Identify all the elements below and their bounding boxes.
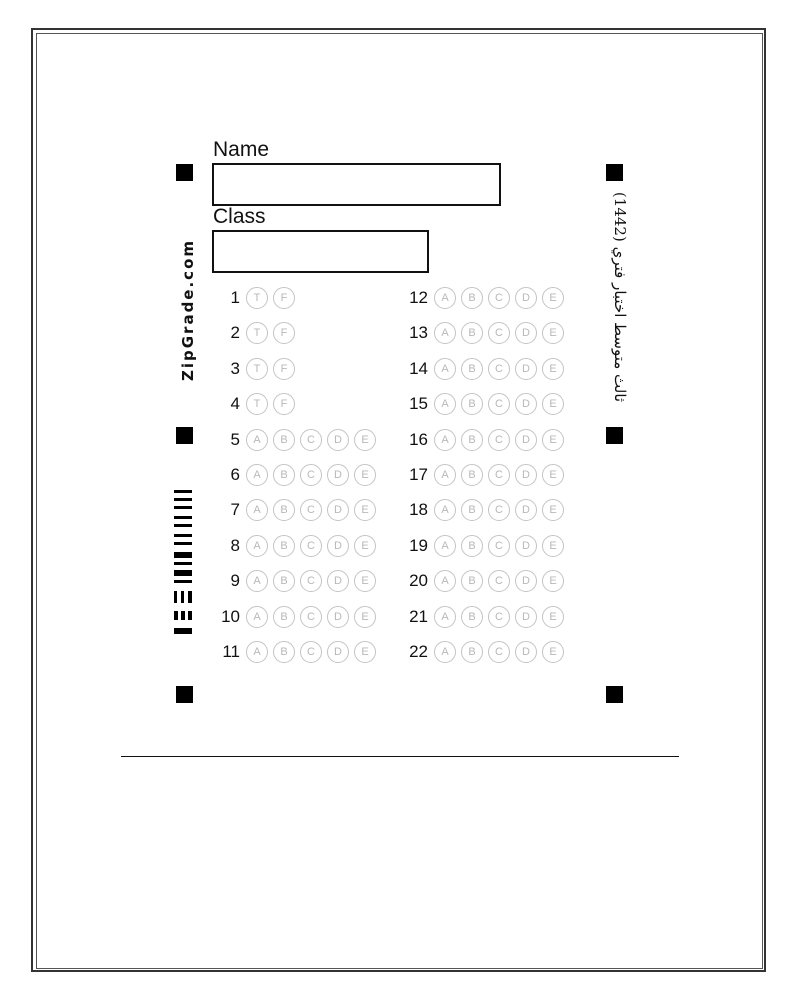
answer-bubble-6-b[interactable]: B (273, 464, 295, 486)
answer-bubble-15-b[interactable]: B (461, 393, 483, 415)
answer-bubble-10-c[interactable]: C (300, 606, 322, 628)
answer-bubble-21-a[interactable]: A (434, 606, 456, 628)
answer-bubble-19-a[interactable]: A (434, 535, 456, 557)
answer-bubble-5-a[interactable]: A (246, 429, 268, 451)
answer-bubble-14-b[interactable]: B (461, 358, 483, 380)
answer-bubble-12-e[interactable]: E (542, 287, 564, 309)
question-row-7 (214, 498, 381, 522)
answer-bubble-8-e[interactable]: E (354, 535, 376, 557)
question-number: 19 (409, 535, 428, 555)
answer-bubble-10-a[interactable]: A (246, 606, 268, 628)
question-row-10 (214, 605, 381, 629)
question-number: 14 (409, 358, 428, 378)
question-number: 5 (230, 429, 240, 449)
answer-bubble-7-e[interactable]: E (354, 499, 376, 521)
question-number: 20 (409, 571, 428, 591)
answer-bubble-22-a[interactable]: A (434, 641, 456, 663)
answer-bubble-21-b[interactable]: B (461, 606, 483, 628)
question-number: 12 (409, 288, 428, 307)
answer-bubble-20-e[interactable]: E (542, 570, 564, 592)
answer-bubble-13-b[interactable]: B (461, 322, 483, 344)
question-number: 21 (409, 606, 428, 626)
answer-bubble-5-e[interactable]: E (354, 429, 376, 451)
question-row-1 (214, 286, 300, 310)
answer-bubble-14-d[interactable]: D (515, 358, 537, 380)
registration-mark-middle-right (606, 427, 623, 444)
answer-bubble-7-c[interactable]: C (300, 499, 322, 521)
name-label: Name (213, 138, 270, 161)
question-row-9 (214, 569, 381, 593)
answer-bubble-6-c[interactable]: C (300, 464, 322, 486)
answer-bubble-16-b[interactable]: B (461, 429, 483, 451)
answer-bubble-14-a[interactable]: A (434, 358, 456, 380)
exam-title: ثالث متوسط اختبار فتري (1442) (611, 191, 629, 403)
question-number: 1 (230, 288, 240, 307)
question-row-2 (214, 321, 300, 345)
answer-bubble-7-d[interactable]: D (327, 499, 349, 521)
answer-bubble-19-c[interactable]: C (488, 535, 510, 557)
answer-bubble-13-a[interactable]: A (434, 322, 456, 344)
answer-bubble-12-d[interactable]: D (515, 287, 537, 309)
answer-bubble-17-d[interactable]: D (515, 464, 537, 486)
answer-bubble-10-b[interactable]: B (273, 606, 295, 628)
answer-bubble-13-d[interactable]: D (515, 322, 537, 344)
question-row-19 (402, 534, 569, 558)
answer-bubble-16-a[interactable]: A (434, 429, 456, 451)
answer-bubble-7-b[interactable]: B (273, 499, 295, 521)
question-row-3 (214, 357, 300, 381)
answer-bubble-21-e[interactable]: E (542, 606, 564, 628)
answer-bubble-6-a[interactable]: A (246, 464, 268, 486)
question-row-4 (214, 392, 300, 416)
answer-bubble-15-e[interactable]: E (542, 393, 564, 415)
answer-bubble-3-f[interactable]: F (273, 358, 295, 380)
question-row-17 (402, 463, 569, 487)
answer-bubble-14-e[interactable]: E (542, 358, 564, 380)
question-number: 2 (230, 323, 240, 343)
registration-mark-middle-left (176, 427, 193, 444)
question-row-8 (214, 534, 381, 558)
answer-bubble-20-d[interactable]: D (515, 570, 537, 592)
answer-bubble-1-f[interactable]: F (273, 287, 295, 309)
answer-bubble-12-a[interactable]: A (434, 287, 456, 309)
answer-bubble-8-b[interactable]: B (273, 535, 295, 557)
question-number: 9 (230, 571, 240, 591)
answer-bubble-2-f[interactable]: F (273, 322, 295, 344)
answer-bubble-13-e[interactable]: E (542, 322, 564, 344)
answer-bubble-8-d[interactable]: D (327, 535, 349, 557)
answer-bubble-17-a[interactable]: A (434, 464, 456, 486)
name-field[interactable] (212, 163, 501, 206)
question-row-20 (402, 569, 569, 593)
answer-bubble-19-d[interactable]: D (515, 535, 537, 557)
answer-bubble-18-e[interactable]: E (542, 499, 564, 521)
answer-bubble-16-d[interactable]: D (515, 429, 537, 451)
answer-bubble-4-f[interactable]: F (273, 393, 295, 415)
answer-bubble-22-e[interactable]: E (542, 641, 564, 663)
answer-bubble-14-c[interactable]: C (488, 358, 510, 380)
answer-bubble-19-b[interactable]: B (461, 535, 483, 557)
answer-bubble-5-b[interactable]: B (273, 429, 295, 451)
question-row-6 (214, 463, 381, 487)
answer-bubble-8-c[interactable]: C (300, 535, 322, 557)
question-number: 15 (409, 394, 428, 414)
question-row-22 (402, 640, 569, 664)
answer-bubble-18-d[interactable]: D (515, 499, 537, 521)
question-number: 3 (230, 358, 240, 378)
answer-bubble-12-b[interactable]: B (461, 287, 483, 309)
question-row-12 (402, 286, 569, 310)
answer-bubble-20-c[interactable]: C (488, 570, 510, 592)
answer-bubble-11-c[interactable]: C (300, 641, 322, 663)
answer-bubble-18-c[interactable]: C (488, 499, 510, 521)
question-row-5 (214, 428, 381, 452)
answer-bubble-6-e[interactable]: E (354, 464, 376, 486)
registration-mark-top-left (176, 164, 193, 181)
question-number: 8 (230, 535, 240, 555)
answer-bubble-13-c[interactable]: C (488, 322, 510, 344)
answer-bubble-21-c[interactable]: C (488, 606, 510, 628)
answer-bubble-20-a[interactable]: A (434, 570, 456, 592)
answer-bubble-10-d[interactable]: D (327, 606, 349, 628)
class-field[interactable] (212, 230, 429, 273)
answer-bubble-20-b[interactable]: B (461, 570, 483, 592)
answer-bubble-15-c[interactable]: C (488, 393, 510, 415)
question-number: 11 (222, 642, 240, 661)
class-label: Class (213, 205, 266, 228)
footer-rule (121, 756, 679, 757)
question-row-11 (214, 640, 381, 664)
answer-bubble-17-e[interactable]: E (542, 464, 564, 486)
answer-bubble-12-c[interactable]: C (488, 287, 510, 309)
answer-bubble-11-a[interactable]: A (246, 641, 268, 663)
answer-bubble-19-e[interactable]: E (542, 535, 564, 557)
answer-bubble-22-d[interactable]: D (515, 641, 537, 663)
answer-bubble-7-a[interactable]: A (246, 499, 268, 521)
question-row-21 (402, 605, 569, 629)
question-row-18 (402, 498, 569, 522)
question-row-13 (402, 321, 569, 345)
brand-logo: ZipGrade.com (179, 238, 197, 382)
question-number: 22 (409, 642, 428, 661)
answer-bubble-16-c[interactable]: C (488, 429, 510, 451)
answer-bubble-16-e[interactable]: E (542, 429, 564, 451)
question-number: 6 (230, 465, 240, 484)
question-number: 13 (409, 323, 428, 343)
registration-mark-bottom-right (606, 686, 623, 703)
registration-mark-top-right (606, 164, 623, 181)
registration-mark-bottom-left (176, 686, 193, 703)
answer-bubble-6-d[interactable]: D (327, 464, 349, 486)
answer-bubble-5-d[interactable]: D (327, 429, 349, 451)
answer-bubble-9-b[interactable]: B (273, 570, 295, 592)
answer-bubble-22-c[interactable]: C (488, 641, 510, 663)
answer-bubble-21-d[interactable]: D (515, 606, 537, 628)
answer-bubble-9-c[interactable]: C (300, 570, 322, 592)
answer-bubble-15-d[interactable]: D (515, 393, 537, 415)
answer-bubble-15-a[interactable]: A (434, 393, 456, 415)
answer-bubble-11-d[interactable]: D (327, 641, 349, 663)
answer-bubble-2-t[interactable]: T (246, 322, 268, 344)
question-row-16 (402, 428, 569, 452)
question-number: 10 (221, 606, 240, 626)
answer-bubble-8-a[interactable]: A (246, 535, 268, 557)
answer-bubble-9-a[interactable]: A (246, 570, 268, 592)
question-number: 18 (409, 500, 428, 520)
answer-bubble-5-c[interactable]: C (300, 429, 322, 451)
answer-bubble-22-b[interactable]: B (461, 641, 483, 663)
answer-bubble-3-t[interactable]: T (246, 358, 268, 380)
question-row-14 (402, 357, 569, 381)
answer-bubble-9-e[interactable]: E (354, 570, 376, 592)
question-number: 17 (409, 465, 428, 484)
question-number: 7 (230, 500, 240, 520)
answer-bubble-9-d[interactable]: D (327, 570, 349, 592)
answer-bubble-11-e[interactable]: E (354, 641, 376, 663)
question-number: 16 (409, 429, 428, 449)
answer-bubble-4-t[interactable]: T (246, 393, 268, 415)
answer-bubble-10-e[interactable]: E (354, 606, 376, 628)
answer-bubble-17-b[interactable]: B (461, 464, 483, 486)
answer-bubble-17-c[interactable]: C (488, 464, 510, 486)
question-row-15 (402, 392, 569, 416)
question-number: 4 (230, 394, 240, 414)
answer-bubble-1-t[interactable]: T (246, 287, 268, 309)
answer-bubble-11-b[interactable]: B (273, 641, 295, 663)
answer-bubble-18-b[interactable]: B (461, 499, 483, 521)
answer-bubble-18-a[interactable]: A (434, 499, 456, 521)
